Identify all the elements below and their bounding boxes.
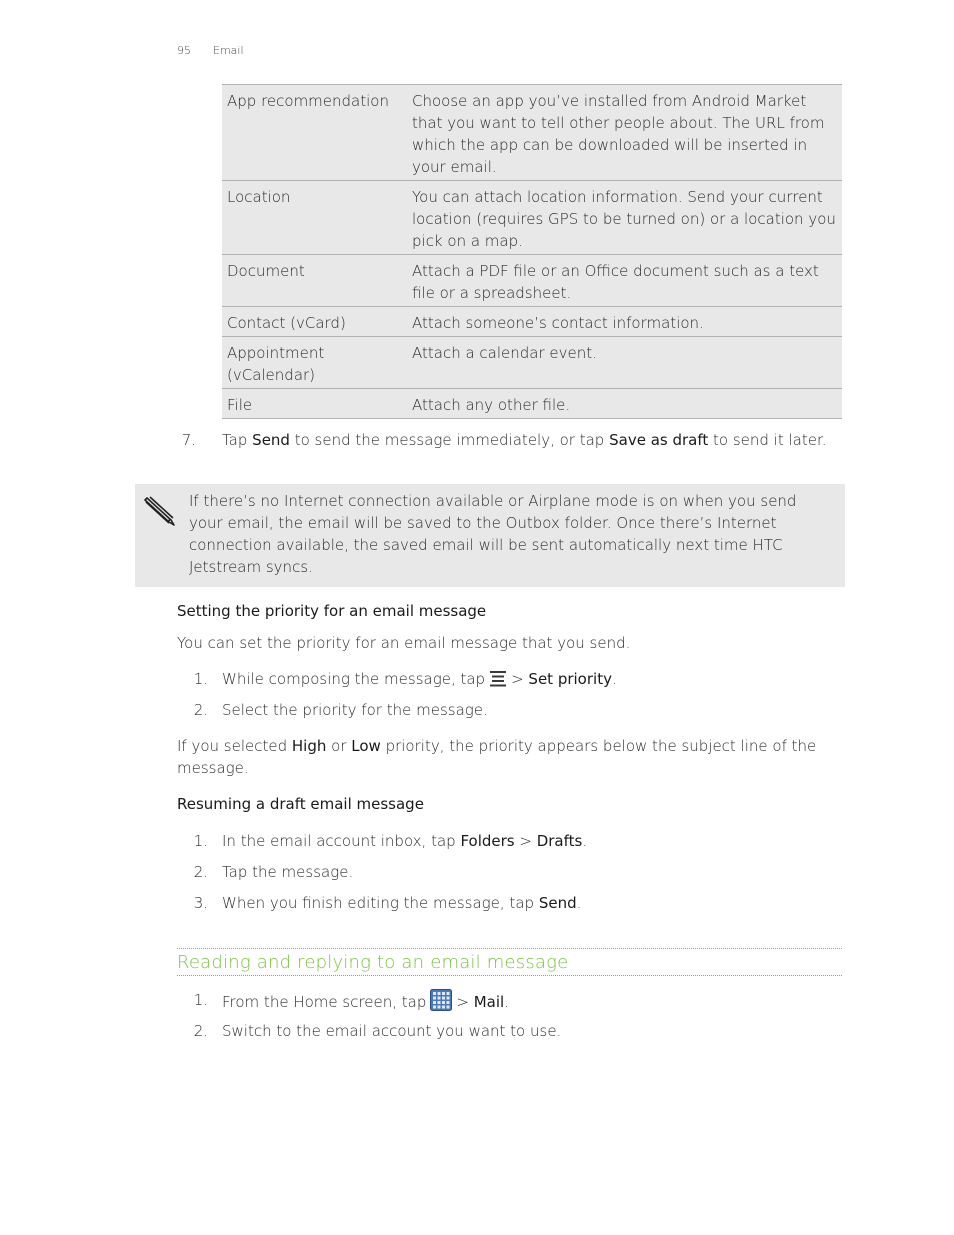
text: >: [514, 832, 537, 850]
text: .: [582, 832, 588, 850]
text: Tap: [222, 431, 253, 449]
attachment-type: File: [222, 389, 407, 419]
text: .: [504, 993, 509, 1011]
priority-heading: Setting the priority for an email message: [177, 602, 487, 620]
draft-heading: Resuming a draft email message: [177, 795, 424, 813]
table-row: [222, 85, 842, 181]
attachment-types-table: [222, 84, 842, 419]
attachment-description: Attach any other file.: [407, 389, 842, 419]
attachment-type: Location: [222, 181, 407, 255]
text: In the email account inbox, tap: [222, 832, 461, 850]
priority-note: [177, 735, 842, 779]
note-text: If there’s no Internet connection available or Airplane mode is on when you send your email, the email will be saved to the Outbox folder. Once there’s Internet connection available, the saved email will be sent automatically next time HTC Jetstream syncs.: [189, 492, 797, 576]
reading-step-1: [176, 989, 846, 1011]
table-row: [222, 307, 842, 337]
table-row: [222, 389, 842, 419]
low-label: Low: [351, 737, 381, 755]
text: From the Home screen, tap: [222, 993, 427, 1011]
step-text: [222, 830, 587, 852]
step-text: [222, 989, 509, 1013]
attachment-type: Document: [222, 255, 407, 307]
send-label: Send: [252, 431, 290, 449]
attachment-type: Contact (vCard): [222, 307, 407, 337]
step-text: Select the priority for the message.: [222, 701, 488, 719]
step-number: 2.: [193, 701, 208, 719]
priority-intro: You can set the priority for an email message that you send.: [177, 634, 631, 652]
text: .: [611, 670, 617, 688]
text: or: [326, 737, 352, 755]
step-text: Tap the message.: [222, 863, 354, 881]
high-label: High: [291, 737, 327, 755]
step-number: 2.: [193, 1022, 208, 1040]
draft-step-1: [176, 830, 846, 852]
step-number: 7.: [181, 431, 196, 449]
menu-icon: [489, 670, 507, 688]
drafts-label: Drafts: [536, 832, 583, 850]
step-7: [176, 429, 846, 451]
attachment-description: Attach a calendar event.: [407, 337, 842, 389]
step-text: Switch to the email account you want to use.: [222, 1022, 562, 1040]
draft-step-3: [176, 892, 846, 914]
section-heading-text: Reading and replying to an email message: [177, 952, 569, 973]
attachment-description: Attach someone’s contact information.: [407, 307, 842, 337]
text: When you finish editing the message, tap: [222, 894, 539, 912]
text: to send it later.: [708, 431, 827, 449]
step-number: 1.: [193, 991, 208, 1009]
step-text: [222, 892, 581, 914]
table-row: [222, 181, 842, 255]
mail-label: Mail: [473, 993, 505, 1011]
text: >: [511, 670, 529, 688]
text: If you selected: [177, 737, 292, 755]
text: priority, the priority appears below the subject line of the message.: [177, 737, 817, 777]
reading-step-2: [176, 1020, 846, 1042]
section-title: Email: [213, 44, 244, 57]
set-priority-label: Set priority: [528, 670, 612, 688]
pencil-icon: [143, 494, 177, 528]
send-label: Send: [538, 894, 577, 912]
step-number: 2.: [193, 863, 208, 881]
table-row: [222, 337, 842, 389]
section-heading: [177, 948, 842, 976]
page-number: 95: [177, 44, 191, 57]
text: While composing the message, tap: [222, 670, 486, 688]
attachment-description: Attach a PDF file or an Office document such as a text file or a spreadsheet.: [407, 255, 842, 307]
step-number: 3.: [193, 894, 208, 912]
step-number: 1.: [193, 832, 208, 850]
priority-step-1: [176, 668, 846, 690]
text: .: [576, 894, 582, 912]
draft-step-2: [176, 861, 846, 883]
step-text: [222, 668, 617, 690]
text: to send the message immediately, or tap: [289, 431, 610, 449]
text: >: [456, 993, 474, 1011]
attachment-type: Appointment (vCalendar): [222, 337, 407, 389]
table-row: [222, 255, 842, 307]
attachment-description: Choose an app you’ve installed from Android Market that you want to tell other people about. The URL from which the app can be downloaded will be inserted in your email.: [407, 85, 842, 181]
step-text: [222, 429, 827, 451]
save-as-draft-label: Save as draft: [609, 431, 709, 449]
folders-label: Folders: [460, 832, 515, 850]
attachment-type: App recommendation: [222, 85, 407, 181]
note-box: [135, 484, 845, 587]
step-number: 1.: [193, 670, 208, 688]
priority-step-2: [176, 699, 846, 721]
all-apps-icon: [430, 989, 452, 1011]
attachment-description: You can attach location information. Send your current location (requires GPS to be turned on) or a location you pick on a map.: [407, 181, 842, 255]
